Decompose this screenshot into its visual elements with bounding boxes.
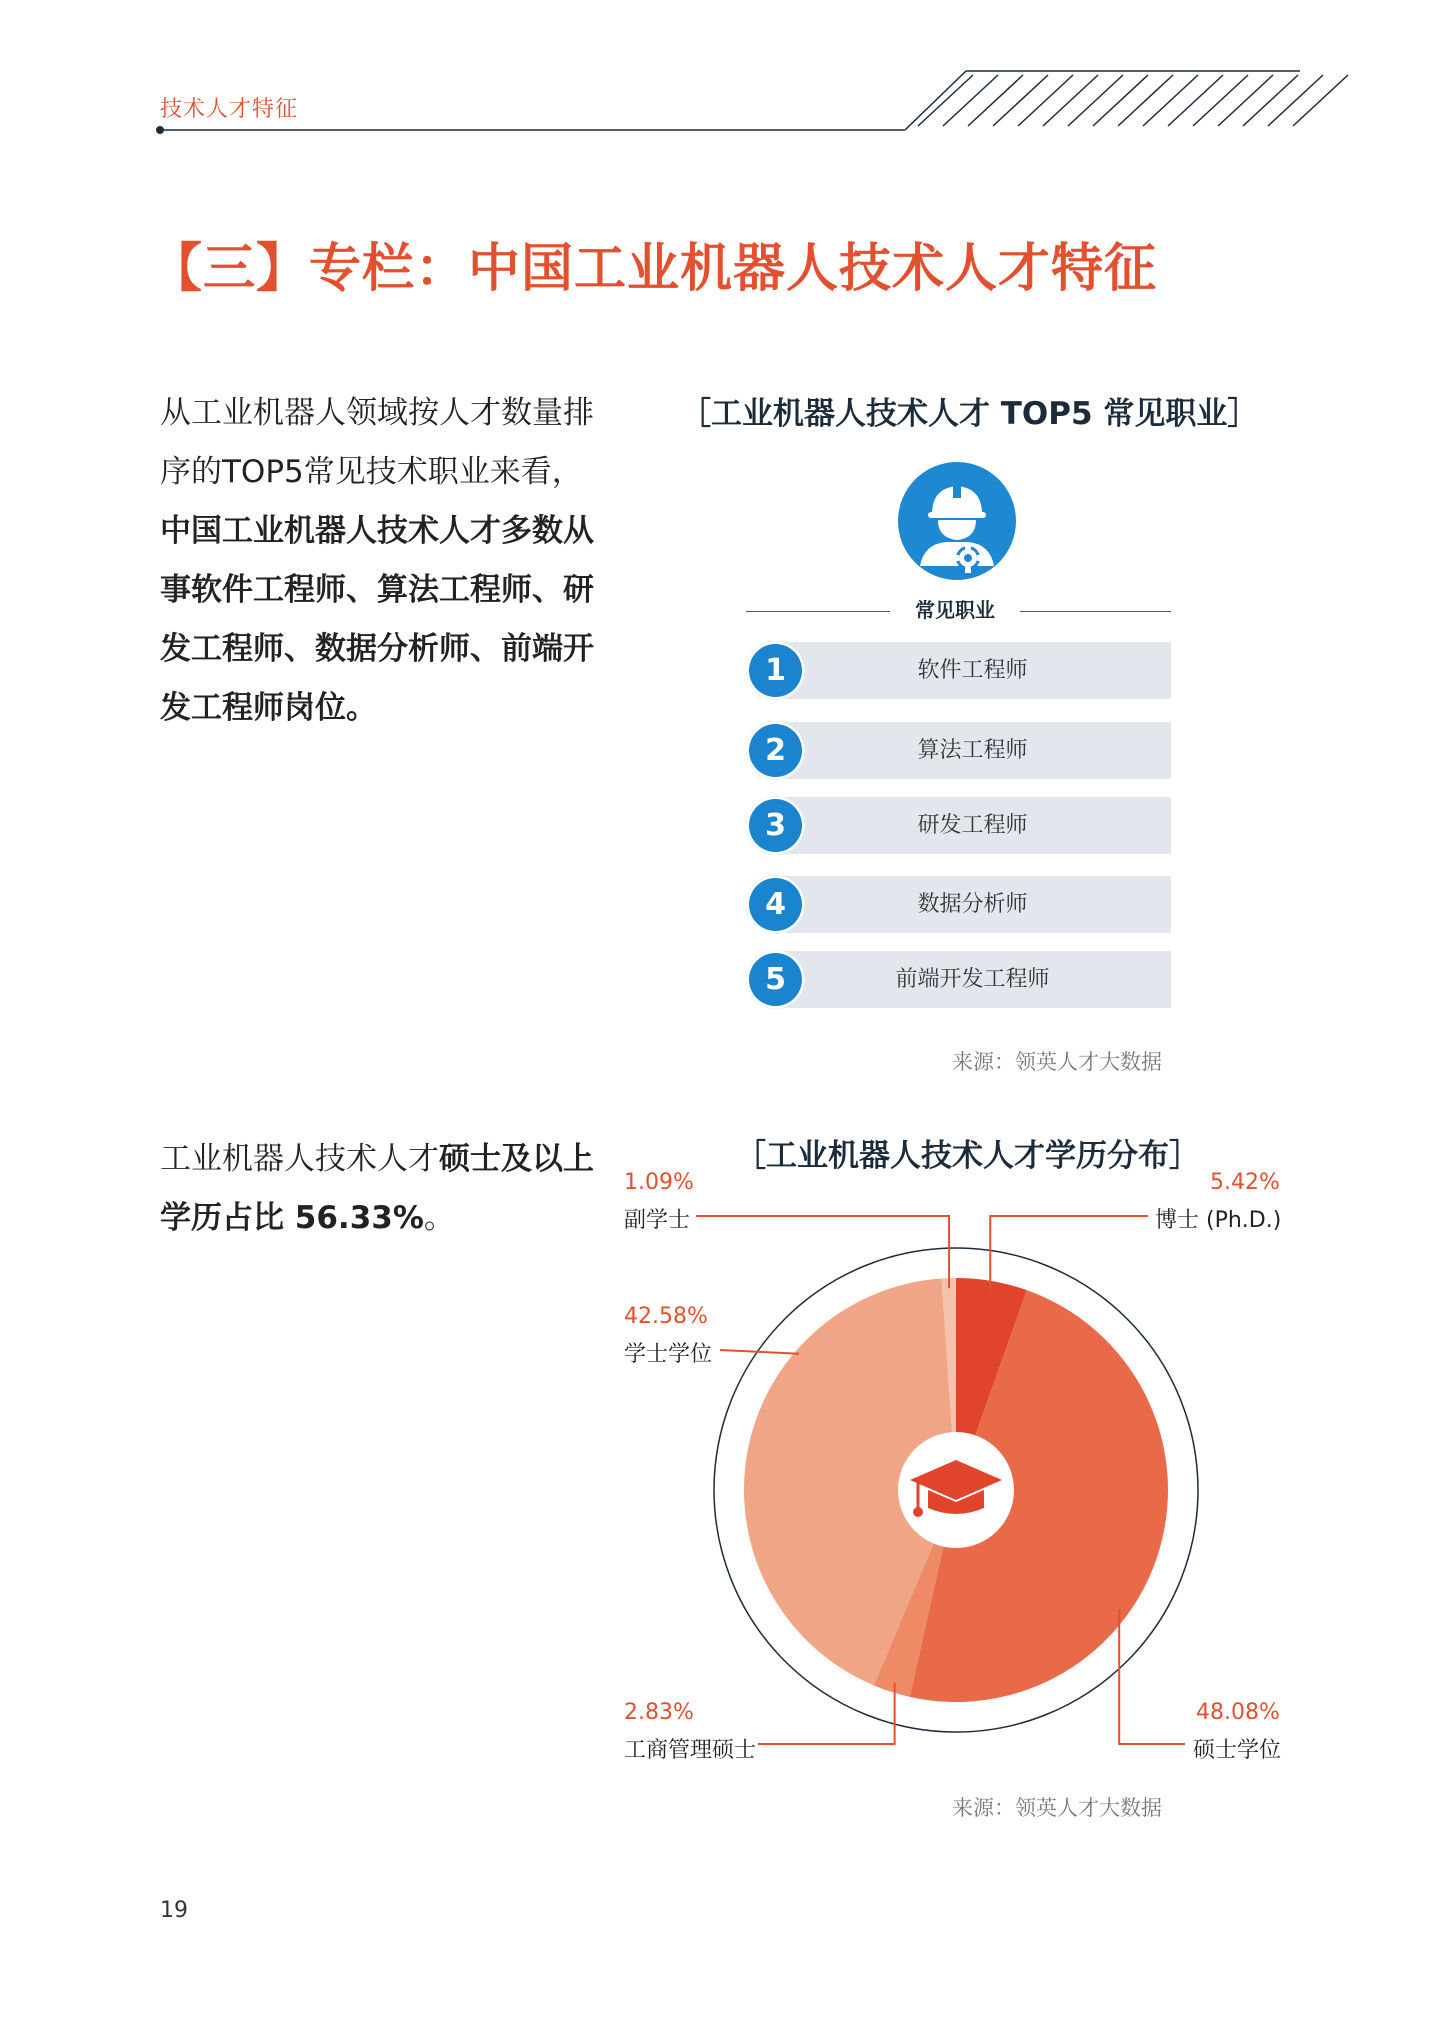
occupations-paragraph xyxy=(160,384,600,738)
pie-label-mba-name: 工商管理硕士 xyxy=(624,1738,757,1763)
occupations-paragraph-plain: 从工业机器人领域按人才数量排序的TOP5常见技术职业来看， xyxy=(160,395,594,490)
pie-label-master-value: 48.08% xyxy=(1196,1700,1280,1725)
page-number: 19 xyxy=(160,1898,188,1923)
occupation-rank-badge: 1 xyxy=(746,641,805,700)
subheading-rule-left xyxy=(746,611,890,612)
pie-label-bachelor-name: 学士学位 xyxy=(624,1342,713,1367)
occupation-row xyxy=(746,876,1171,933)
occupations-subheading: 常见职业 xyxy=(915,598,995,622)
pie-label-associate-name: 副学士 xyxy=(624,1208,691,1233)
occupation-label: 数据分析师 xyxy=(917,892,1028,917)
education-paragraph-plain: 工业机器人技术人才 xyxy=(160,1141,439,1177)
occupation-row xyxy=(746,797,1171,854)
occupation-rank-badge: 3 xyxy=(746,796,805,855)
occupation-label: 前端开发工程师 xyxy=(895,967,1050,992)
education-chart-title: ［工业机器人技术人才学历分布］ xyxy=(735,1138,1200,1174)
occupations-source: 来源：领英人才大数据 xyxy=(952,1050,1162,1074)
running-header: 技术人才特征 xyxy=(160,97,299,122)
occupations-paragraph-bold: 中国工业机器人技术人才多数从事软件工程师、算法工程师、研发工程师、数据分析师、前端开发工程师岗位。 xyxy=(160,513,594,726)
section-title: 【三】专栏：中国工业机器人技术人才特征 xyxy=(150,239,1158,299)
engineer-hardhat-gear-icon xyxy=(898,462,1016,580)
pie-leader-line xyxy=(720,1350,799,1354)
pie-leader-line xyxy=(990,1216,1148,1291)
occupation-rank-badge: 2 xyxy=(746,721,805,780)
pie-leader-line xyxy=(758,1682,895,1744)
pie-label-master-name: 硕士学位 xyxy=(1193,1738,1282,1763)
education-pie-chart xyxy=(0,1160,1433,1780)
occupation-label: 算法工程师 xyxy=(917,738,1028,763)
pie-leader-line xyxy=(1119,1609,1185,1744)
pie-label-associate-value: 1.09% xyxy=(624,1170,694,1195)
occupation-label: 研发工程师 xyxy=(917,813,1028,838)
pie-label-mba-value: 2.83% xyxy=(624,1700,694,1725)
header-rule xyxy=(0,0,1433,160)
education-paragraph-bold: 硕士及以上学历占比 56.33% xyxy=(160,1141,594,1236)
subheading-rule-right xyxy=(1020,611,1171,612)
pie-label-phd-value: 5.42% xyxy=(1210,1170,1280,1195)
occupation-row xyxy=(746,642,1171,699)
education-paragraph-end: 。 xyxy=(423,1200,455,1236)
occupation-row xyxy=(746,951,1171,1008)
occupations-chart-title: ［工业机器人技术人才 TOP5 常见职业］ xyxy=(680,396,1259,432)
education-source: 来源：领英人才大数据 xyxy=(952,1796,1162,1820)
occupation-label: 软件工程师 xyxy=(917,658,1028,683)
occupation-rank-badge: 5 xyxy=(746,950,805,1009)
pie-label-phd-name: 博士 (Ph.D.) xyxy=(1155,1208,1282,1233)
pie-label-bachelor-value: 42.58% xyxy=(624,1304,708,1329)
occupation-row xyxy=(746,722,1171,779)
occupation-rank-badge: 4 xyxy=(746,875,805,934)
